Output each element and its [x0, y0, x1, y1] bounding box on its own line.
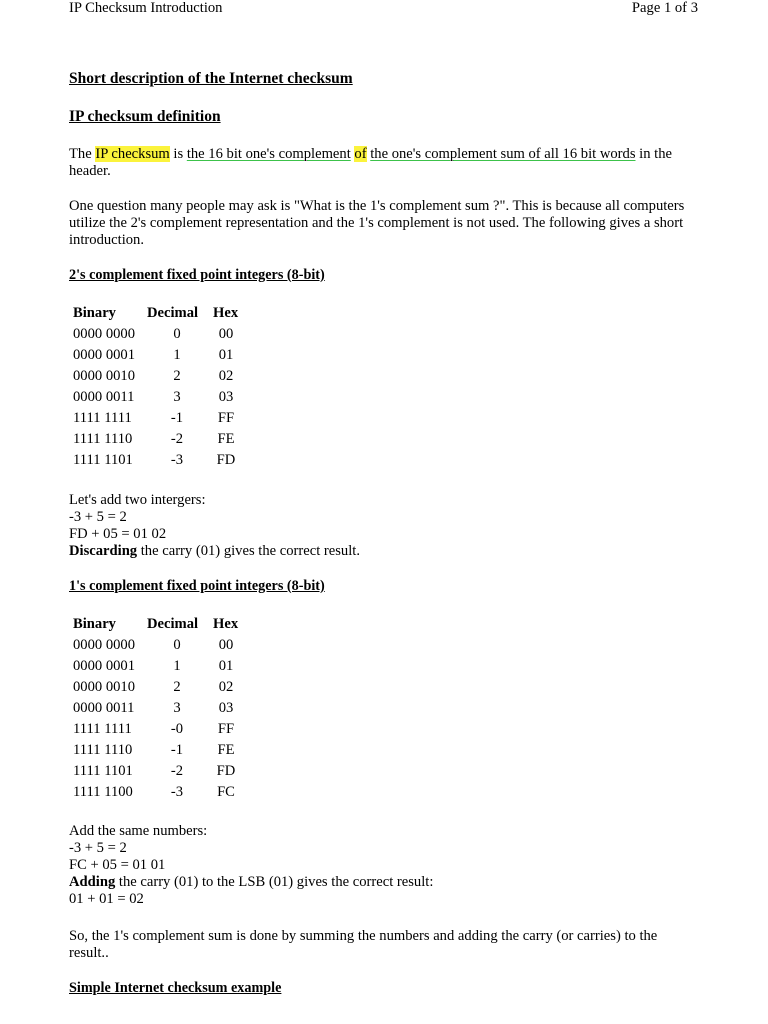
cell-decimal: 1 — [173, 658, 181, 674]
cell-hex: 03 — [218, 700, 234, 716]
example-text: the carry (01) to the LSB (01) gives the correct result: — [115, 874, 434, 890]
example-line — [69, 874, 699, 891]
section-title-short-description: Short description of the Internet checksum — [69, 70, 353, 87]
example-line — [69, 543, 699, 560]
table-row — [70, 387, 242, 408]
cell-hex: FE — [217, 431, 235, 447]
ones-example — [69, 823, 699, 908]
cell-decimal: -0 — [170, 721, 184, 737]
cell-hex: 03 — [218, 389, 234, 405]
cell-decimal: 2 — [173, 679, 181, 695]
bold-adding: Adding — [69, 874, 116, 890]
cell-hex: FE — [217, 742, 235, 758]
table-row — [70, 345, 242, 366]
cell-hex: 01 — [218, 658, 234, 674]
underline-ones-complement: the 16 bit one's complement — [186, 146, 351, 162]
cell-decimal: 3 — [173, 389, 181, 405]
cell-binary: 1111 1100 — [73, 784, 133, 800]
def-text: is — [169, 146, 187, 162]
table-row — [70, 740, 242, 761]
section-title-checksum-definition: IP checksum definition — [69, 108, 221, 125]
section-title-twos-complement: 2's complement fixed point integers (8-bit) — [69, 267, 325, 283]
cell-binary: 0000 0001 — [73, 658, 136, 674]
cell-decimal: 0 — [173, 637, 181, 653]
column-header-binary: Binary — [73, 616, 116, 632]
highlight-ip-checksum: IP checksum — [95, 146, 170, 162]
def-text: The — [69, 146, 96, 162]
cell-hex: FD — [216, 763, 236, 779]
example-line: 01 + 01 = 02 — [69, 891, 144, 907]
cell-binary: 1111 1111 — [73, 721, 132, 737]
cell-hex: 02 — [218, 679, 234, 695]
cell-decimal: 0 — [173, 326, 181, 342]
cell-binary: 0000 0000 — [73, 326, 136, 342]
cell-binary: 1111 1101 — [73, 452, 133, 468]
cell-decimal: 2 — [173, 368, 181, 384]
table-row — [70, 429, 242, 450]
table-row — [70, 782, 242, 803]
cell-hex: FD — [216, 452, 236, 468]
table-row — [70, 719, 242, 740]
cell-binary: 0000 0011 — [73, 700, 135, 716]
header-title: IP Checksum Introduction — [69, 0, 223, 16]
example-line: FC + 05 = 01 01 — [69, 857, 166, 873]
summary-paragraph: So, the 1's complement sum is done by summing the numbers and adding the carry (or carries) to the result.. — [69, 928, 658, 961]
cell-hex: 00 — [218, 637, 234, 653]
column-header-decimal: Decimal — [147, 616, 199, 632]
cell-decimal: 3 — [173, 700, 181, 716]
table-row — [70, 698, 242, 719]
intro-paragraph: One question many people may ask is "What is the 1's complement sum ?". This is because all computers utilize the 2's complement representation and the 1's complement is not used. The following gives a short introduction. — [69, 198, 685, 248]
table-row — [70, 635, 242, 656]
table-row — [70, 450, 242, 471]
column-header-decimal: Decimal — [147, 305, 199, 321]
header-page-number: Page 1 of 3 — [631, 0, 698, 16]
example-line: -3 + 5 = 2 — [69, 509, 127, 525]
table-header-row — [70, 303, 242, 324]
cell-binary: 1111 1101 — [73, 763, 133, 779]
table-row — [70, 656, 242, 677]
highlight-of: of — [354, 146, 367, 162]
example-line: FD + 05 = 01 02 — [69, 526, 167, 542]
section-title-ones-complement: 1's complement fixed point integers (8-bit) — [69, 578, 325, 594]
example-line: -3 + 5 = 2 — [69, 840, 127, 856]
table-row — [70, 677, 242, 698]
twos-complement-table — [70, 303, 242, 471]
cell-decimal: -1 — [170, 742, 184, 758]
cell-hex: FF — [217, 410, 235, 426]
example-line: Add the same numbers: — [69, 823, 208, 839]
table-row — [70, 366, 242, 387]
cell-binary: 1111 1110 — [73, 742, 133, 758]
cell-decimal: -1 — [170, 410, 184, 426]
definition-paragraph — [69, 146, 699, 180]
def-text: in the header. — [69, 146, 672, 179]
table-row — [70, 408, 242, 429]
example-line: Let's add two intergers: — [69, 492, 206, 508]
cell-hex: 00 — [218, 326, 234, 342]
column-header-binary: Binary — [73, 305, 116, 321]
column-header-hex: Hex — [213, 305, 239, 321]
cell-binary: 0000 0010 — [73, 679, 136, 695]
twos-example — [69, 492, 699, 560]
cell-decimal: -3 — [170, 784, 184, 800]
cell-decimal: -2 — [170, 763, 184, 779]
cell-binary: 0000 0011 — [73, 389, 135, 405]
cell-hex: FF — [217, 721, 235, 737]
cell-hex: 01 — [218, 347, 234, 363]
cell-binary: 1111 1111 — [73, 410, 132, 426]
cell-hex: 02 — [218, 368, 234, 384]
bold-discarding: Discarding — [69, 543, 138, 559]
table-row — [70, 324, 242, 345]
cell-binary: 0000 0000 — [73, 637, 136, 653]
table-row — [70, 761, 242, 782]
section-title-simple-example: Simple Internet checksum example — [69, 980, 282, 996]
cell-binary: 1111 1110 — [73, 431, 133, 447]
cell-decimal: 1 — [173, 347, 181, 363]
cell-binary: 0000 0010 — [73, 368, 136, 384]
cell-decimal: -2 — [170, 431, 184, 447]
cell-decimal: -3 — [170, 452, 184, 468]
underline-ones-complement-sum: the one's complement sum of all 16 bit words — [370, 146, 636, 162]
ones-complement-table — [70, 614, 242, 803]
column-header-hex: Hex — [213, 616, 239, 632]
table-header-row — [70, 614, 242, 635]
cell-hex: FC — [217, 784, 235, 800]
example-text: the carry (01) gives the correct result. — [137, 543, 360, 559]
cell-binary: 0000 0001 — [73, 347, 136, 363]
